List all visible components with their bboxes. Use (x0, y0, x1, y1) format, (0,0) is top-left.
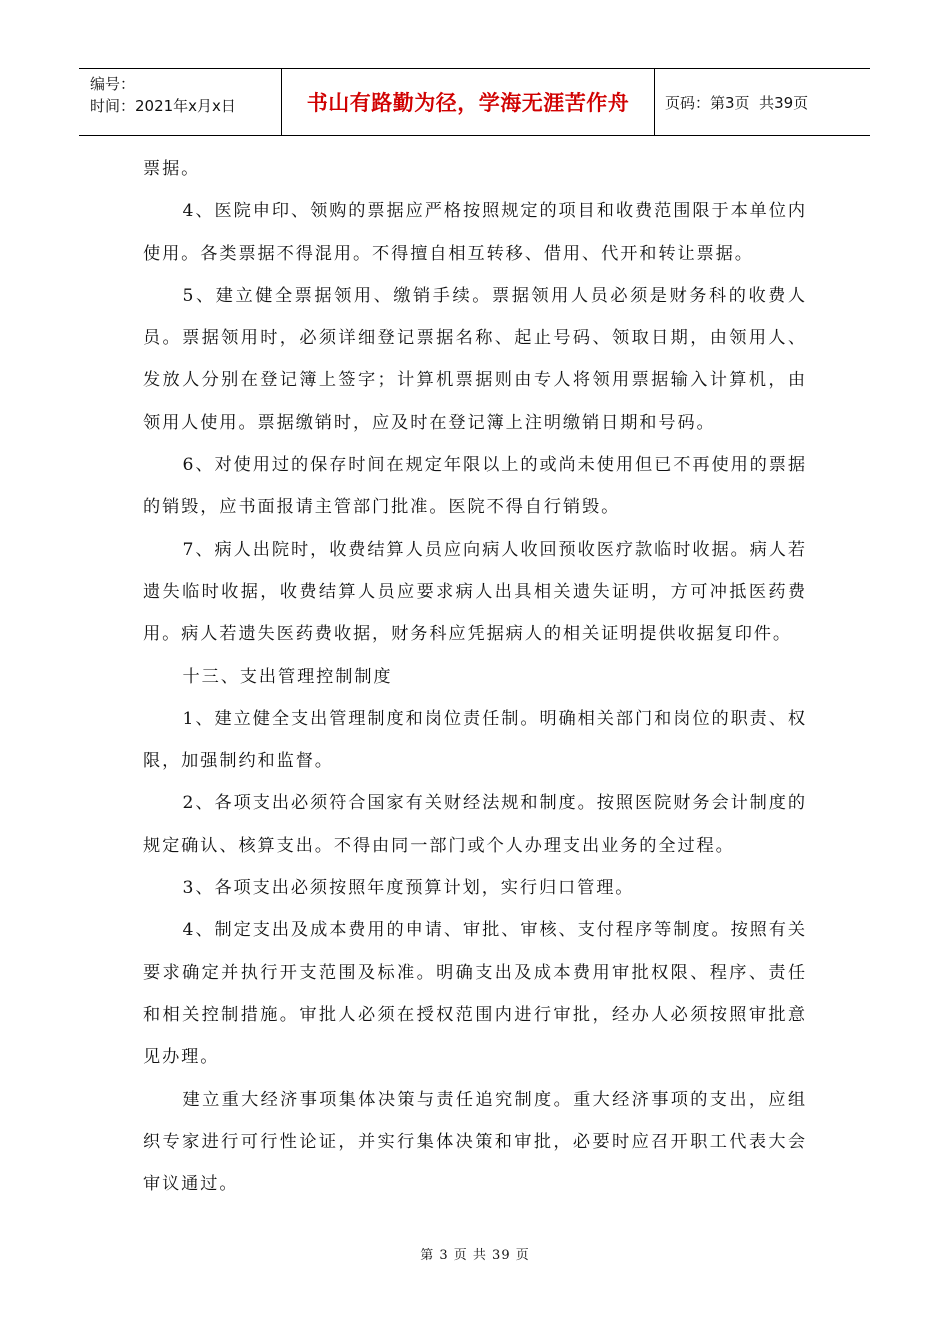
header-motto: 书山有路勤为径，学海无涯苦作舟 (282, 69, 655, 135)
paragraph: 5、建立健全票据领用、缴销手续。票据领用人员必须是财务科的收费人员。票据领用时，必须详细登记票据名称、起止号码、领取日期，由领用人、发放人分别在登记簿上签字；计算机票据则由专人将领用票据输入计算机，由领用人使用。票据缴销时，应及时在登记簿上注明缴销日期和号码。 (143, 285, 807, 433)
paragraph: 1、建立健全支出管理制度和岗位责任制。明确相关部门和岗位的职责、权限，加强制约和监督。 (143, 708, 807, 772)
date-label: 时间：2021年x月x日 (90, 97, 236, 115)
paragraph: 4、制定支出及成本费用的申请、审批、审核、支付程序等制度。按照有关要求确定并执行开支范围及标准。明确支出及成本费用审批权限、程序、责任和相关控制措施。审批人必须在授权范围内进行审批，经办人必须按照审批意见办理。 (143, 920, 807, 1068)
paragraph: 建立重大经济事项集体决策与责任追究制度。重大经济事项的支出，应组织专家进行可行性论证，并实行集体决策和审批，必要时应召开职工代表大会审议通过。 (143, 1089, 807, 1195)
page-info-text: 页码：第3页 共39页 (665, 93, 809, 112)
page-footer: 第 3 页 共 39 页 (420, 1248, 530, 1263)
paragraph: 票据。 (143, 159, 201, 179)
document-body (143, 148, 807, 1205)
header-page-info (655, 69, 870, 135)
doc-number-label: 编号： (90, 75, 136, 93)
paragraph: 3、各项支出必须按照年度预算计划，实行归口管理。 (182, 878, 635, 899)
paragraph: 7、病人出院时，收费结算人员应向病人收回预收医疗款临时收据。病人若遗失临时收据，收费结算人员应要求病人出具相关遗失证明，方可冲抵医药费用。病人若遗失医药费收据，财务科应凭据病人的相关证明提供收据复印件。 (143, 539, 807, 645)
paragraph: 6、对使用过的保存时间在规定年限以上的或尚未使用但已不再使用的票据的销毁，应书面报请主管部门批准。医院不得自行销毁。 (143, 455, 807, 518)
header-meta (79, 69, 282, 135)
paragraph: 2、各项支出必须符合国家有关财经法规和制度。按照医院财务会计制度的规定确认、核算支出。不得由同一部门或个人办理支出业务的全过程。 (143, 793, 807, 856)
page-header (79, 68, 870, 136)
paragraph: 4、医院申印、领购的票据应严格按照规定的项目和收费范围限于本单位内使用。各类票据不得混用。不得擅自相互转移、借用、代开和转让票据。 (143, 201, 807, 264)
section-heading: 十三、支出管理控制制度 (182, 666, 393, 687)
